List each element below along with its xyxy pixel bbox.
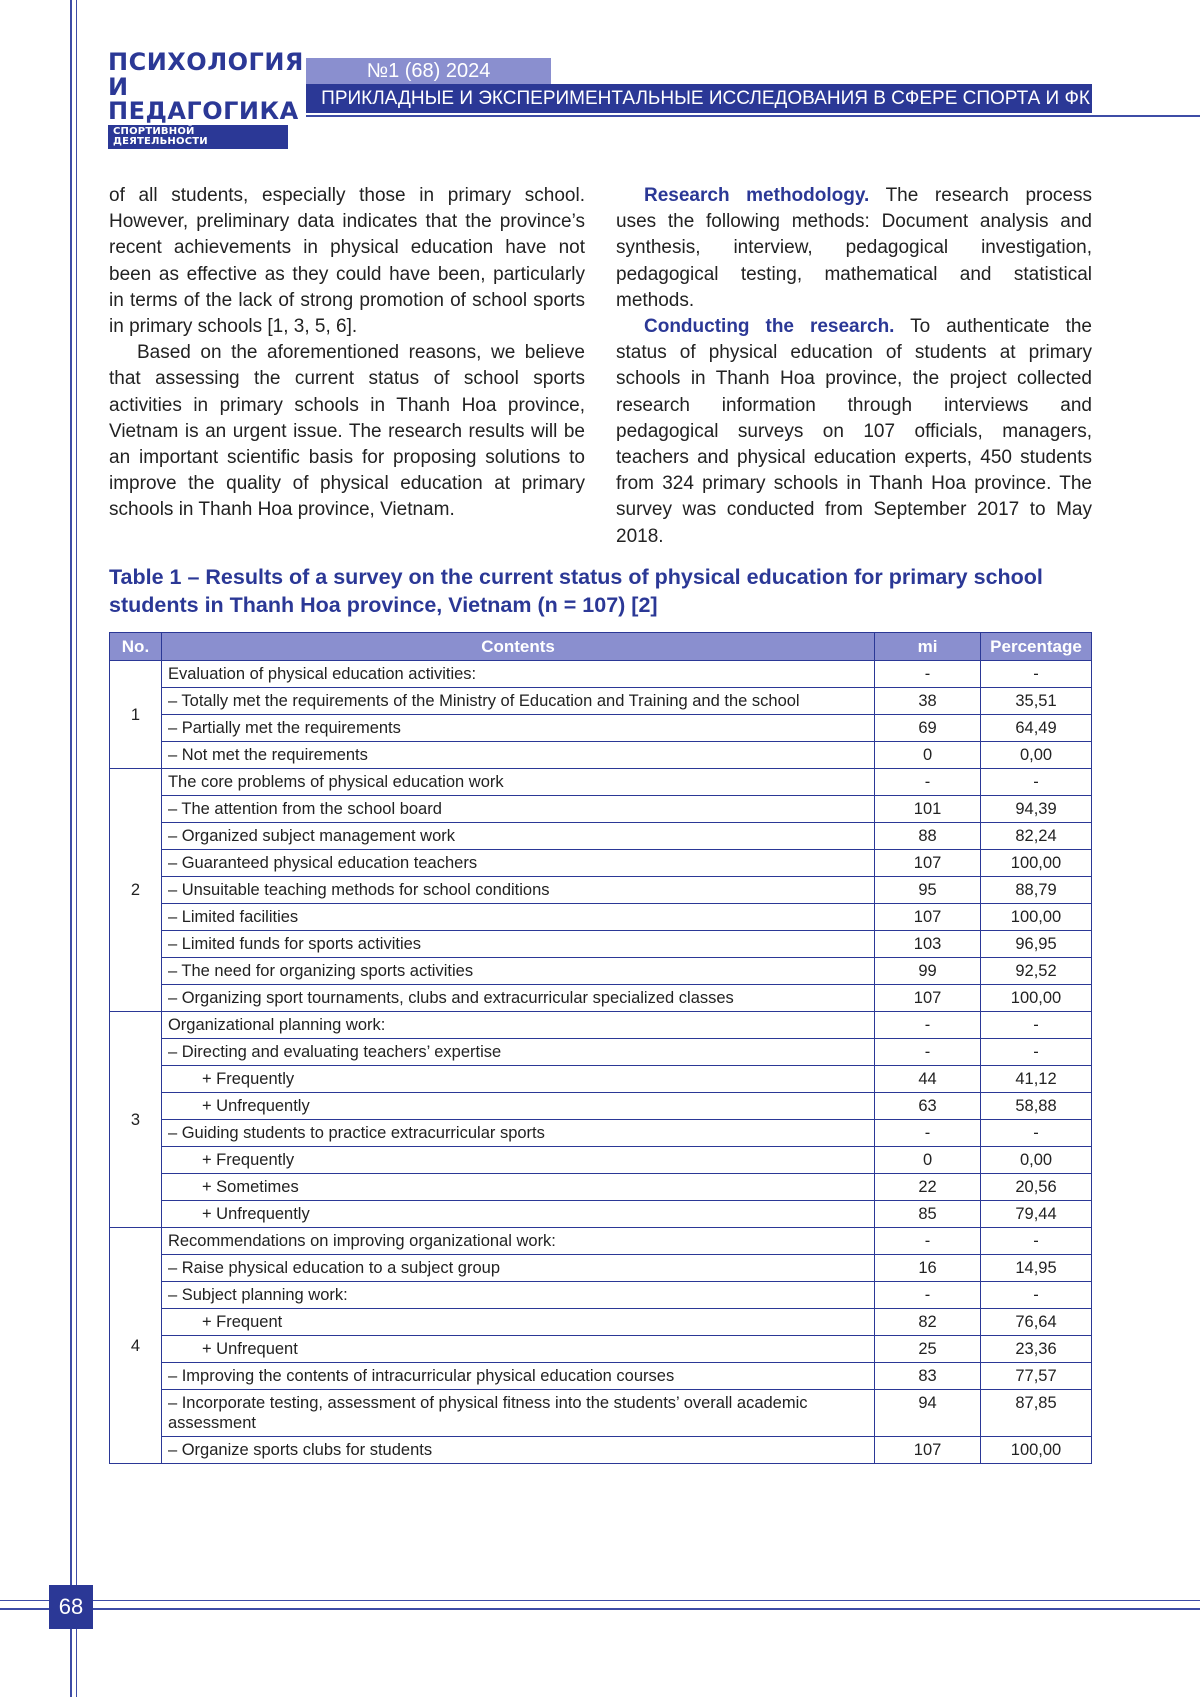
cell-mi: 88 <box>875 823 981 850</box>
table-row <box>110 1066 1092 1093</box>
table-row <box>110 1390 1092 1437</box>
row-group-number: 4 <box>110 1228 162 1464</box>
cell-percentage: - <box>981 1282 1092 1309</box>
cell-percentage: 87,85 <box>981 1390 1092 1437</box>
header-no: No. <box>110 633 162 661</box>
cell-mi: 38 <box>875 688 981 715</box>
cell-percentage: - <box>981 1228 1092 1255</box>
cell-percentage: 64,49 <box>981 715 1092 742</box>
cell-mi: 69 <box>875 715 981 742</box>
cell-mi: 83 <box>875 1363 981 1390</box>
cell-percentage: 14,95 <box>981 1255 1092 1282</box>
cell-percentage: - <box>981 1120 1092 1147</box>
cell-mi: - <box>875 1039 981 1066</box>
cell-mi: 107 <box>875 850 981 877</box>
cell-content: – Limited facilities <box>161 904 874 931</box>
issue-label: №1 (68) 2024 <box>306 58 551 84</box>
cell-content: + Sometimes <box>161 1174 874 1201</box>
table-row <box>110 1201 1092 1228</box>
cell-mi: 0 <box>875 742 981 769</box>
frame-line-left-outer <box>70 0 72 1697</box>
cell-content: – Unsuitable teaching methods for school conditions <box>161 877 874 904</box>
table-row <box>110 931 1092 958</box>
table-row <box>110 796 1092 823</box>
cell-percentage: - <box>981 661 1092 688</box>
cell-content: The core problems of physical education work <box>161 769 874 796</box>
table-row <box>110 661 1092 688</box>
table-row <box>110 850 1092 877</box>
paragraph: Based on the aforementioned reasons, we believe that assessing the current status of school sports activities in primary schools in Thanh Hoa province, Vietnam is an urgent issue. The research results will be an important scientific basis for proposing solutions to improve the quality of physical education at primary schools in Thanh Hoa province, Vietnam. <box>109 342 585 521</box>
cell-mi: 103 <box>875 931 981 958</box>
cell-percentage: 79,44 <box>981 1201 1092 1228</box>
cell-percentage: 88,79 <box>981 877 1092 904</box>
row-group-number: 1 <box>110 661 162 769</box>
cell-content: – Organizing sport tournaments, clubs and extracurricular specialized classes <box>161 985 874 1012</box>
table-row <box>110 985 1092 1012</box>
footer-rule-bottom <box>0 1608 1200 1610</box>
table-row <box>110 1363 1092 1390</box>
table-row <box>110 904 1092 931</box>
table-row <box>110 1309 1092 1336</box>
cell-content: + Frequently <box>161 1066 874 1093</box>
cell-percentage: - <box>981 1039 1092 1066</box>
cell-content: – Guaranteed physical education teachers <box>161 850 874 877</box>
table-row <box>110 1120 1092 1147</box>
cell-content: – Organized subject management work <box>161 823 874 850</box>
cell-percentage: 92,52 <box>981 958 1092 985</box>
table-row <box>110 742 1092 769</box>
cell-mi: 94 <box>875 1390 981 1437</box>
cell-mi: 22 <box>875 1174 981 1201</box>
cell-content: – Totally met the requirements of the Ministry of Education and Training and the school <box>161 688 874 715</box>
table-header-row <box>110 633 1092 661</box>
cell-percentage: 77,57 <box>981 1363 1092 1390</box>
cell-content: + Unfrequently <box>161 1093 874 1120</box>
text-column-left <box>109 183 585 524</box>
cell-content: – Incorporate testing, assessment of physical fitness into the students’ overall academic assessment <box>161 1390 874 1437</box>
cell-content: – Raise physical education to a subject group <box>161 1255 874 1282</box>
table-row <box>110 958 1092 985</box>
frame-line-left-inner <box>76 0 77 1697</box>
cell-content: – Organize sports clubs for students <box>161 1437 874 1464</box>
cell-percentage: 100,00 <box>981 985 1092 1012</box>
header-percentage: Percentage <box>981 633 1092 661</box>
header-mi: mi <box>875 633 981 661</box>
cell-mi: 99 <box>875 958 981 985</box>
header-rule <box>306 115 1200 117</box>
cell-percentage: 23,36 <box>981 1336 1092 1363</box>
journal-subtitle: СПОРТИВНОЙ ДЕЯТЕЛЬНОСТИ <box>108 125 288 149</box>
cell-mi: 107 <box>875 1437 981 1464</box>
table-row <box>110 688 1092 715</box>
cell-mi: - <box>875 1228 981 1255</box>
cell-mi: - <box>875 1120 981 1147</box>
cell-content: – The attention from the school board <box>161 796 874 823</box>
methodology-text: The research process uses the following methods: Document analysis and synthesis, interview, pedagogical investigation, pedagogical testing, mathematical and statistical methods. <box>616 185 1092 311</box>
table-row <box>110 1437 1092 1464</box>
table-row <box>110 1228 1092 1255</box>
cell-mi: 25 <box>875 1336 981 1363</box>
cell-content: – The need for organizing sports activities <box>161 958 874 985</box>
cell-content: – Improving the contents of intracurricular physical education courses <box>161 1363 874 1390</box>
section-title: ПРИКЛАДНЫЕ И ЭКСПЕРИМЕНТАЛЬНЫЕ ИССЛЕДОВАНИЯ В СФЕРЕ СПОРТА И ФК <box>306 84 1092 113</box>
table-row <box>110 1255 1092 1282</box>
cell-mi: 0 <box>875 1147 981 1174</box>
cell-content: – Not met the requirements <box>161 742 874 769</box>
table-row <box>110 1093 1092 1120</box>
table-row <box>110 1282 1092 1309</box>
cell-percentage: 96,95 <box>981 931 1092 958</box>
methodology-heading: Research methodology. <box>644 185 870 206</box>
cell-mi: 44 <box>875 1066 981 1093</box>
page-number: 68 <box>49 1585 93 1629</box>
cell-percentage: 100,00 <box>981 850 1092 877</box>
cell-content: Recommendations on improving organizational work: <box>161 1228 874 1255</box>
table-row <box>110 715 1092 742</box>
table-row <box>110 823 1092 850</box>
cell-percentage: 58,88 <box>981 1093 1092 1120</box>
table-row <box>110 1174 1092 1201</box>
cell-content: – Partially met the requirements <box>161 715 874 742</box>
cell-content: – Guiding students to practice extracurricular sports <box>161 1120 874 1147</box>
cell-mi: 95 <box>875 877 981 904</box>
cell-mi: 101 <box>875 796 981 823</box>
cell-content: Evaluation of physical education activities: <box>161 661 874 688</box>
table-row <box>110 1039 1092 1066</box>
cell-percentage: 20,56 <box>981 1174 1092 1201</box>
footer-rule-top <box>0 1600 1200 1601</box>
cell-mi: - <box>875 1012 981 1039</box>
conducting-heading: Conducting the research. <box>644 316 895 338</box>
cell-mi: 82 <box>875 1309 981 1336</box>
text-column-right <box>616 183 1092 550</box>
row-group-number: 2 <box>110 769 162 1012</box>
paragraph-methodology <box>616 183 1092 314</box>
journal-logo <box>108 48 304 149</box>
table-row <box>110 1012 1092 1039</box>
cell-percentage: 0,00 <box>981 742 1092 769</box>
cell-mi: 85 <box>875 1201 981 1228</box>
table-row <box>110 1336 1092 1363</box>
header-contents: Contents <box>161 633 874 661</box>
cell-percentage: 100,00 <box>981 1437 1092 1464</box>
cell-mi: 16 <box>875 1255 981 1282</box>
cell-content: Organizational planning work: <box>161 1012 874 1039</box>
table-row <box>110 877 1092 904</box>
cell-mi: 63 <box>875 1093 981 1120</box>
cell-content: + Frequently <box>161 1147 874 1174</box>
journal-title-line1: ПСИХОЛОГИЯ <box>108 48 304 76</box>
cell-percentage: 35,51 <box>981 688 1092 715</box>
table-row <box>110 1147 1092 1174</box>
cell-percentage: 82,24 <box>981 823 1092 850</box>
cell-content: + Frequent <box>161 1309 874 1336</box>
table-body <box>110 661 1092 1464</box>
cell-percentage: - <box>981 769 1092 796</box>
cell-content: – Directing and evaluating teachers’ expertise <box>161 1039 874 1066</box>
cell-content: – Subject planning work: <box>161 1282 874 1309</box>
cell-percentage: 76,64 <box>981 1309 1092 1336</box>
table-row <box>110 769 1092 796</box>
cell-mi: - <box>875 1282 981 1309</box>
cell-percentage: 94,39 <box>981 796 1092 823</box>
cell-mi: - <box>875 661 981 688</box>
conducting-text: To authenticate the status of physical education of students at primary schools in Thanh Hoa province, the project collected research information through interviews and pedagogical surveys on 107 officials, managers, teachers and physical education experts, 450 students from 324 primary schools in Thanh Hoa province. The survey was conducted from September 2017 to May 2018. <box>616 316 1092 547</box>
cell-percentage: 0,00 <box>981 1147 1092 1174</box>
paragraph-conducting <box>616 314 1092 550</box>
cell-content: – Limited funds for sports activities <box>161 931 874 958</box>
cell-mi: - <box>875 769 981 796</box>
cell-percentage: 100,00 <box>981 904 1092 931</box>
paragraph: of all students, especially those in primary school. However, preliminary data indicates that the province’s recent achievements in physical education have not been as effective as they could have been, particularly in terms of the lack of strong promotion of school sports in primary schools [1, 3, 5, 6]. <box>109 185 585 338</box>
cell-content: + Unfrequent <box>161 1336 874 1363</box>
cell-content: + Unfrequently <box>161 1201 874 1228</box>
table-caption: Table 1 – Results of a survey on the current status of physical education for primary school students in Thanh Hoa province, Vietnam (n = 107) [2] <box>109 565 1043 617</box>
cell-percentage: - <box>981 1012 1092 1039</box>
survey-table <box>109 632 1092 1464</box>
cell-mi: 107 <box>875 904 981 931</box>
journal-title-line2: И ПЕДАГОГИКА <box>108 73 299 125</box>
cell-mi: 107 <box>875 985 981 1012</box>
row-group-number: 3 <box>110 1012 162 1228</box>
cell-percentage: 41,12 <box>981 1066 1092 1093</box>
